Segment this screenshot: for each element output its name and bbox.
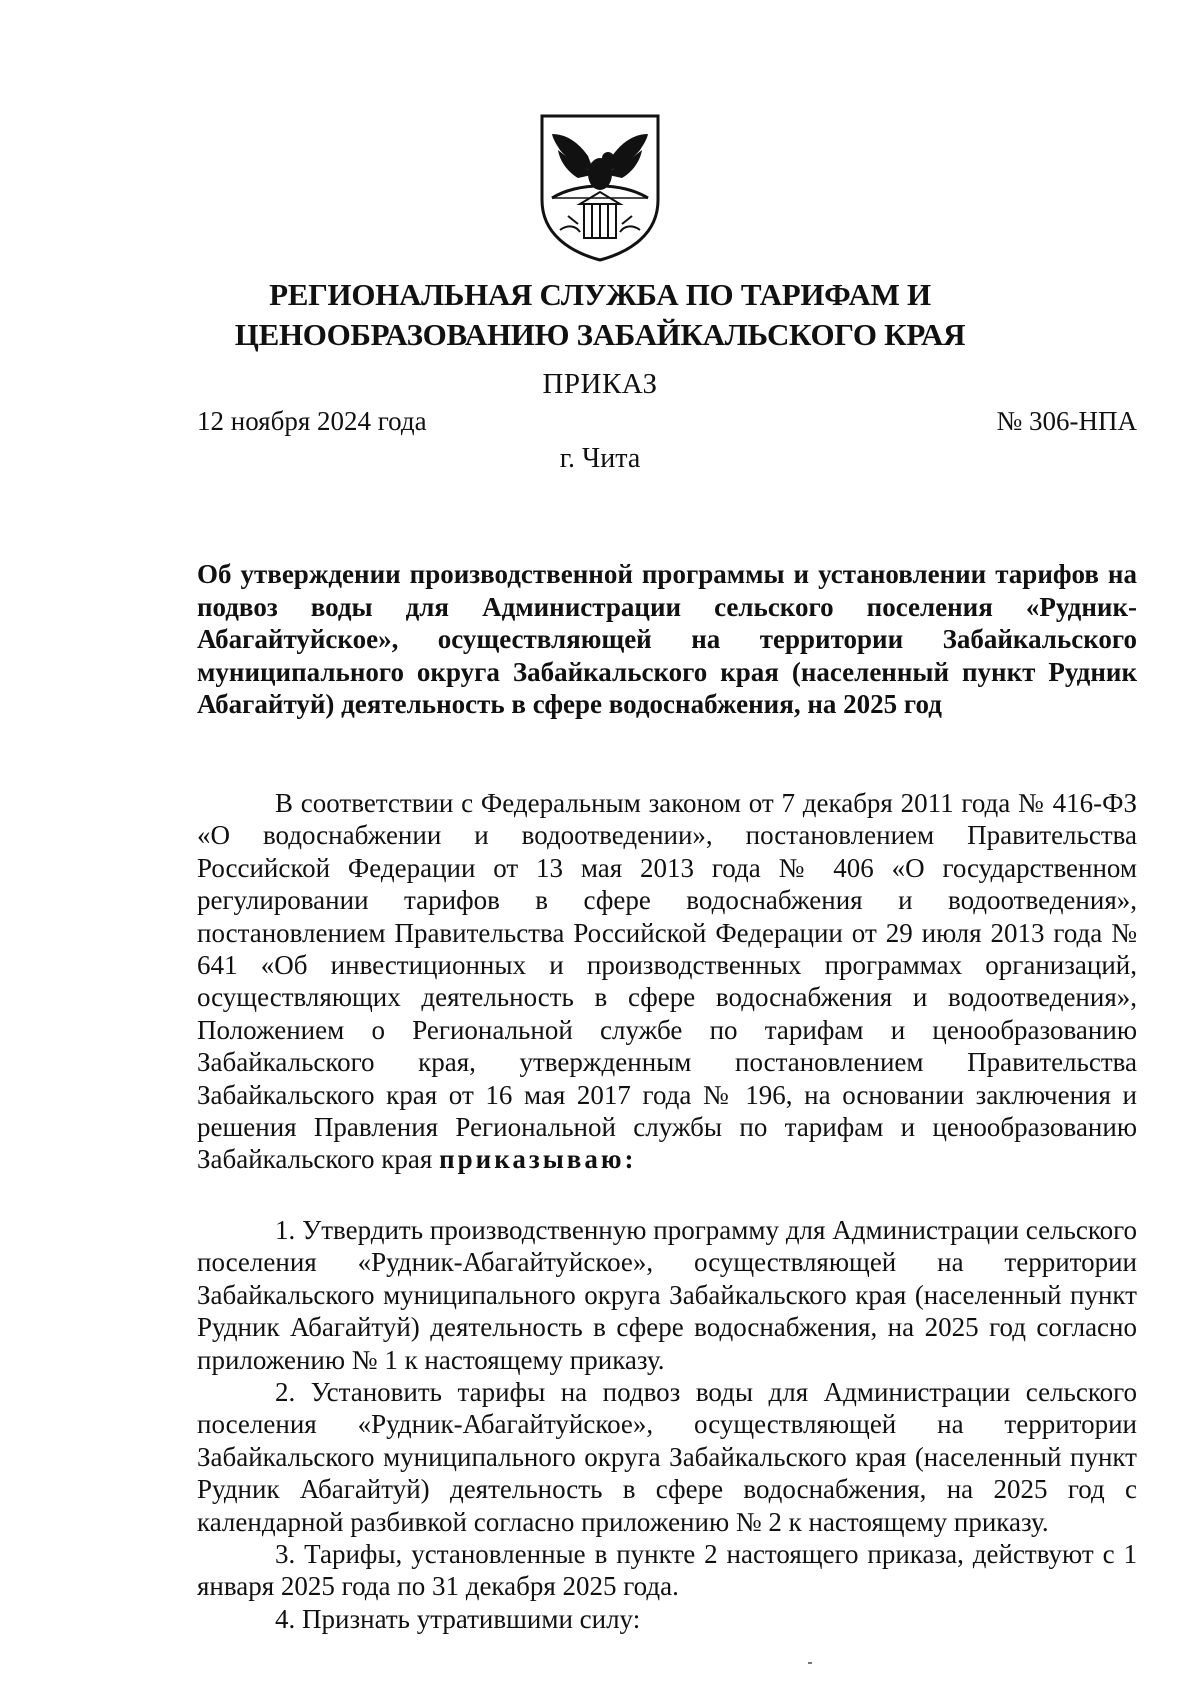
regional-coat-of-arms-icon: [538, 112, 662, 262]
organization-title-line-2: ЦЕНООБРАЗОВАНИЮ ЗАБАЙКАЛЬСКОГО КРАЯ: [234, 317, 966, 352]
order-item-4: 4. Признать утратившими силу:: [275, 1603, 641, 1634]
document-number: № 306-НПА: [996, 406, 1137, 436]
order-item-1: 1. Утвердить производственную программу для Администрации сельского поселения «Рудник-Абагайтуйское», осуществляющей на территории Забайкальского муниципального округа Забайкальского края (населенный пункт Рудник Абагайтуй) деятельность в сфере водоснабжения, на 2025 год согласно приложению № 1 к настоящему приказу.: [197, 1214, 1137, 1375]
order-item-2: 2. Установить тарифы на подвоз воды для Администрации сельского поселения «Рудник-Абагайтуйское», осуществляющей на территории Забайкальского муниципального округа Забайкальского края (населенный пункт Рудник Абагайтуй) деятельность в сфере водоснабжения, на 2025 год с календарной разбивкой согласно приложению № 2 к настоящему приказу.: [197, 1376, 1137, 1537]
order-word: приказываю:: [439, 1144, 637, 1175]
document-date: 12 ноября 2024 года: [197, 406, 427, 436]
organization-title: [0, 275, 1200, 355]
document-city: г. Чита: [559, 443, 641, 474]
order-item-3: 3. Тарифы, установленные в пункте 2 настоящего приказа, действуют с 1 января 2025 года по 31 декабря 2025 года.: [197, 1538, 1137, 1602]
document-subject: Об утверждении производственной программы и установлении тарифов на подвоз воды для Администрации сельского поселения «Рудник-Абагайтуйское», осуществляющей на территории Забайкальского муниципального округа Забайкальского края (населенный пункт Рудник Абагайтуй) деятельность в сфере водоснабжения, на 2025 год: [197, 559, 1137, 720]
organization-title-line-1: РЕГИОНАЛЬНАЯ СЛУЖБА ПО ТАРИФАМ И: [269, 277, 931, 312]
document-body: [197, 787, 1137, 1635]
document-type: ПРИКАЗ: [542, 368, 658, 400]
preamble-paragraph: [197, 787, 1137, 1176]
preamble-text: В соответствии с Федеральным законом от 7 декабря 2011 года № 416-ФЗ «О водоснабжении и водоотведении», постановлением Правительства Российской Федерации от 13 мая 2013 года № 406 «О государственном регулировании тарифов в сфере водоснабжения и водоотведения», постановлением Правительства Российской Федерации от 29 июля 2013 года № 641 «Об инвестиционных и производственных программах организаций, осуществляющих деятельность в сфере водоснабжения и водоотведения», Положением о Региональной службе по тарифам и ценообразованию Забайкальского края, утвержденным постановлением Правительства Забайкальского края от 16 мая 2017 года № 196, на основании заключения и решения Правления Региональной службы по тарифам и ценообразованию Забайкальского края: [197, 788, 1137, 1175]
scan-speck: [808, 1662, 812, 1664]
